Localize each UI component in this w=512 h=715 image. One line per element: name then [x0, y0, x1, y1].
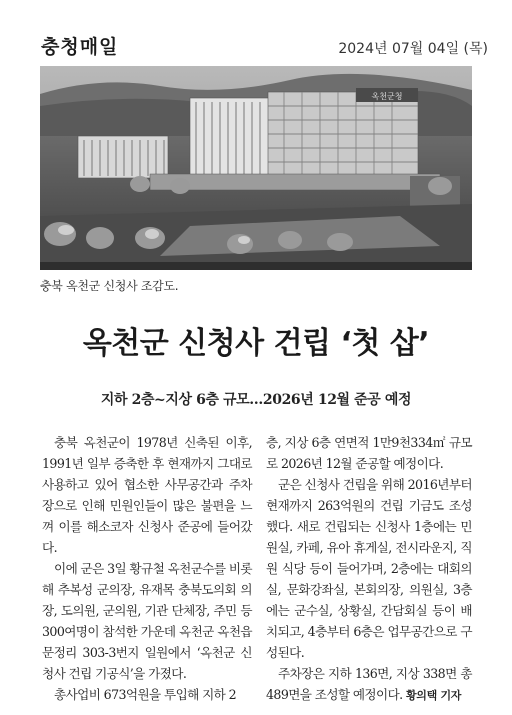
reporter-byline: 황의택 기자 — [405, 689, 462, 702]
article-photo — [40, 66, 472, 270]
publication-date: 2024년 07월 04일 (목) — [338, 41, 488, 57]
article-paragraph: 총사업비 673억원을 투입해 지하 2 — [54, 687, 237, 702]
article-headline: 옥천군 신청사 건립 ‘첫 삽’ — [82, 326, 430, 361]
article-subheadline: 지하 2층~지상 6층 규모…2026년 12월 준공 예정 — [100, 392, 412, 408]
building-rendering-image — [40, 66, 472, 270]
last-paragraph-text: 주차장은 지하 136면, 지상 338면 총 489면을 조성할 예정이다. — [266, 666, 472, 702]
article-paragraph-continued: 층, 지상 6층 연면적 1만9천334㎡ 규모로 2026년 12월 준공할 예정이다. — [266, 435, 472, 471]
newspaper-logo: 충청매일 — [41, 36, 119, 58]
article-column-right — [266, 432, 472, 706]
article-paragraph: 충북 옥천군이 1978년 신축된 이후, 1991년 일부 증축한 후 현재까지 그대로 사용하고 있어 협소한 사무공간과 주차장으로 인해 민원인들이 많은 불편을 느껴 이를 해소코자 신청사 준공에 들어갔다. — [42, 435, 252, 555]
article-paragraph: 이에 군은 3일 황규철 옥천군수를 비롯해 추복성 군의장, 유재목 충북도의회 의장, 도의원, 군의원, 기관 단체장, 주민 등 300여명이 참석한 가운데 옥천군 옥천읍 문정리 303-3번지 일원에서 ‘옥천군 신청사 건립 기공식’을 가졌다. — [42, 561, 252, 681]
article-paragraph: 군은 신청사 건립을 위해 2016년부터 현재까지 263억원의 건립 기금도 조성했다. 새로 건립되는 신청사 1층에는 민원실, 카페, 유아 휴게실, 전시라운지, 직원 식당 등이 들어가며, 2층에는 대회의실, 문화강좌실, 본회의장, 의원실, 3층에는 군수실, 상황실, 간담회실 등이 배치되고, 4층부터 6층은 업무공간으로 구성된다. — [266, 477, 472, 660]
photo-caption: 충북 옥천군 신청사 조감도. — [40, 279, 179, 293]
article-paragraph-last — [266, 663, 472, 706]
article-column-left — [42, 432, 252, 705]
building-sign: 옥천군청 — [371, 92, 403, 101]
masthead — [0, 0, 512, 62]
